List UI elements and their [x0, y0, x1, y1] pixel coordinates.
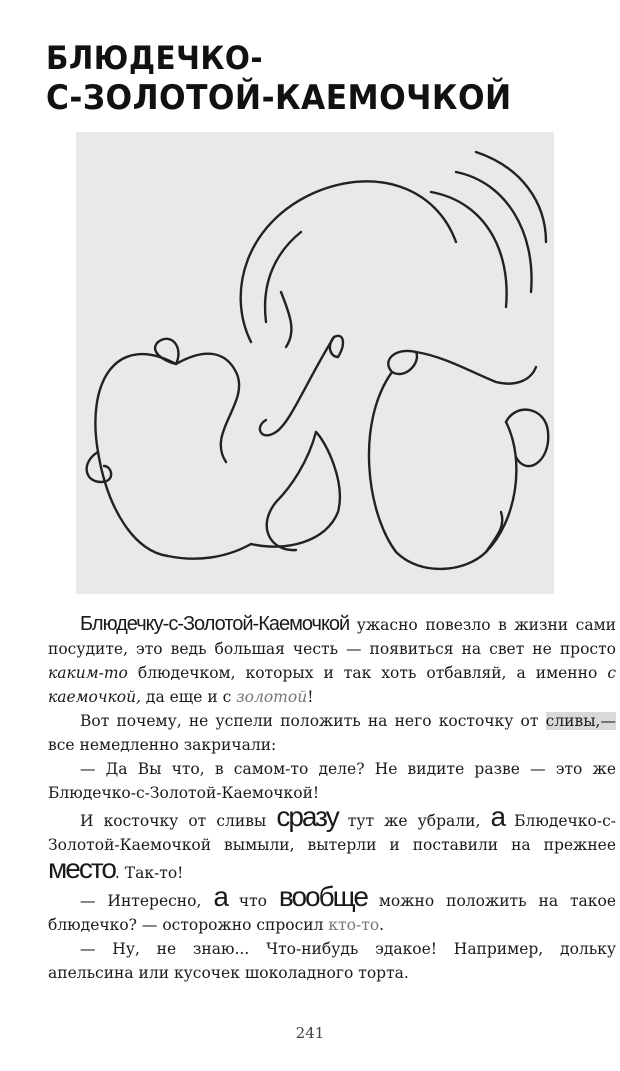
italic-text: каким-то: [48, 664, 128, 682]
paragraph-1: [48, 612, 616, 709]
text-run: !: [307, 688, 314, 706]
text-run: что: [226, 892, 279, 910]
paragraph-4: [48, 801, 616, 885]
text-run: — Интересно,: [80, 892, 214, 910]
large-word: а: [213, 881, 227, 912]
large-word: вообще: [278, 881, 367, 912]
chapter-title-line-1: БЛЮДЕЧКО-: [46, 39, 264, 77]
text-run: все немедленно закричали:: [48, 736, 277, 754]
teapot-drawing-icon: [76, 132, 554, 594]
text-run: И косточку от сливы: [80, 812, 277, 830]
large-word: а: [490, 801, 505, 832]
text-run: Блюдечко-с-Золотой-Каемочкой вымыли, вытерли и поставили на прежнее: [48, 812, 616, 854]
italic-text: с каемочкой,: [48, 664, 616, 706]
text-run: тут же убрали,: [337, 812, 491, 830]
paragraph-6: — Ну, не знаю... Что-нибудь эдакое! Например, дольку апельсина или кусочек шоколадного торта.: [48, 940, 616, 982]
paragraph-2: [48, 709, 616, 757]
chapter-title-line-2: С-ЗОЛОТОЙ-КАЕМОЧКОЙ: [46, 78, 512, 118]
page-number: 241: [295, 1024, 325, 1042]
text-run: ужасно повезло в жизни сами посудите, это ведь большая честь — появиться на свет не просто: [48, 616, 616, 658]
gray-text: золотой: [236, 688, 308, 706]
text-run: .: [379, 916, 385, 934]
large-word: место: [48, 853, 115, 884]
text-run: блюдечком, которых и так хоть отбавляй, а именно: [127, 664, 608, 682]
paragraph-5: [48, 881, 616, 937]
text-run: можно положить на такое блюдечко? — осторожно спросил: [48, 892, 616, 934]
gray-text: кто-то: [328, 916, 380, 934]
paragraph-3: — Да Вы что, в самом-то деле? Не видите разве — это же Блюдечко-с-Золотой-Каемочкой!: [48, 760, 616, 802]
text-run: да еще и с: [141, 688, 237, 706]
text-run: Вот почему, не успели положить на него косточку от: [80, 712, 546, 730]
text-run: . Так-то!: [114, 864, 184, 882]
saucer-name: Блюдечку-с-Золотой-Каемочкой: [80, 613, 350, 635]
saucer-illustration: [76, 132, 554, 594]
highlighted-text: сливы,—: [545, 712, 616, 730]
large-word: сразу: [276, 801, 338, 832]
chapter-title: [46, 38, 561, 118]
story-text: [48, 612, 616, 985]
